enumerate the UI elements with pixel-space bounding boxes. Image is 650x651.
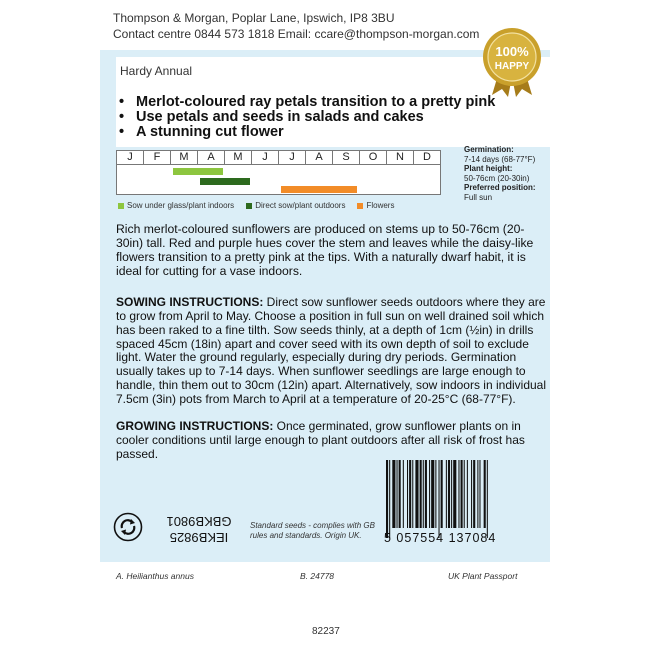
- legend-swatch: [246, 203, 252, 209]
- barcode-bar: [407, 460, 408, 528]
- month-label: A: [198, 151, 225, 164]
- barcode-bar: [392, 460, 395, 528]
- happy-seal-badge: [478, 27, 546, 97]
- barcode-bar: [461, 460, 463, 528]
- barcode-bar: [464, 460, 465, 528]
- growing-instructions: [116, 420, 548, 462]
- barcode-bar: [415, 460, 418, 528]
- month-label: A: [306, 151, 333, 164]
- legend-sow-glass: [118, 201, 234, 210]
- month-label: S: [333, 151, 360, 164]
- barcode-bar: [412, 460, 413, 528]
- month-label: M: [171, 151, 198, 164]
- barcode-bar: [477, 460, 478, 528]
- barcode-bar: [425, 460, 427, 528]
- legend-label: Direct sow/plant outdoors: [255, 201, 346, 210]
- barcode-bar: [451, 460, 452, 528]
- standard-seeds-note: [250, 521, 375, 541]
- barcode-bar: [389, 460, 390, 538]
- month-label: N: [387, 151, 414, 164]
- barcode-bar: [420, 460, 422, 528]
- company-address: Thompson & Morgan, Poplar Lane, Ipswich, IP8 3BU: [113, 11, 395, 25]
- barcode-bar: [448, 460, 450, 528]
- bullet-item: • Merlot-coloured ray petals transition to a pretty pink: [118, 95, 495, 110]
- barcode-bar: [479, 460, 480, 528]
- batch-number: B. 24778: [300, 571, 335, 581]
- code-secondary: GBKB9801: [166, 514, 232, 529]
- barcode-bar: [467, 460, 468, 528]
- growing-heading: GROWING INSTRUCTIONS:: [116, 419, 274, 433]
- growing-text: Once germinated, grow sunflower plants on in cooler conditions until large enough to plant outdoors after all risk of frost has passed.: [116, 419, 525, 461]
- standard-line: Standard seeds - complies with GB: [250, 521, 375, 530]
- product-description: Rich merlot-coloured sunflowers are produced on stems up to 50-76cm (20-30in) tall. Red and purple hues cover the stem and leaves while the daisy-like flowers transition to a pretty pink at the tips. With a naturally dwarf habit, it is ideal for cutting for a vase indoors.: [116, 222, 534, 278]
- sowing-calendar: [116, 150, 441, 195]
- position-value: Full sun: [464, 192, 493, 202]
- barcode-bar: [386, 460, 388, 538]
- barcode-bar: [423, 460, 424, 528]
- bullet-item: • A stunning cut flower: [118, 125, 495, 140]
- germination-value: 7-14 days (68-77°F): [464, 154, 536, 164]
- height-value: 50-76cm (20-30in): [464, 173, 530, 183]
- sowing-heading: SOWING INSTRUCTIONS:: [116, 295, 264, 309]
- barcode-bar: [435, 460, 436, 528]
- barcode-bar: [403, 460, 404, 528]
- seal-text-percent: 100%: [495, 44, 529, 59]
- sow-glass-bar: [173, 168, 223, 175]
- legend-flowers: [357, 201, 394, 210]
- barcode-bar: [453, 460, 456, 528]
- germination-label: Germination:: [464, 145, 514, 154]
- barcode-bar: [431, 460, 434, 528]
- barcode-bar: [484, 460, 486, 528]
- botanical-name: A. Heilianthus annus: [116, 571, 194, 581]
- barcode-bar: [458, 460, 459, 528]
- direct-sow-bar: [200, 178, 250, 185]
- month-label: J: [279, 151, 306, 164]
- barcode-bar: [471, 460, 472, 528]
- barcode-bar: [399, 460, 401, 528]
- bullet-item: • Use petals and seeds in salads and cakes: [118, 110, 495, 125]
- barcode-bar: [429, 460, 430, 528]
- sowing-instructions: [116, 296, 548, 407]
- barcode-bar: [441, 460, 443, 528]
- legend-swatch: [118, 203, 124, 209]
- flowering-bar: [281, 186, 358, 193]
- barcode-bar: [473, 460, 475, 528]
- packet-codes: [151, 512, 247, 546]
- recycle-icon: [113, 512, 143, 542]
- contact-line: Contact centre 0844 573 1818 Email: ccare@thompson-morgan.com: [113, 27, 480, 41]
- position-label: Preferred position:: [464, 183, 536, 192]
- sowing-text: Direct sow sunflower seeds outdoors where they are to grow from April to May. Choose a position in full sun on well drained soil which has been raked to a fine tilth. Sow seeds thinly, at a depth of 1cm (½in) in drills spaced 45cm (18in) apart and cover seed with its own depth of soil to exclude light. Water the ground regularly, especially during dry periods. Germination usually takes up to 7-14 days. When sunflower seedlings are large enough to handle, thin them out to 30cm (12in) apart. Alternatively, sow indoors in individual 7.5cm (3in) pots from March to April at a temperature of 20-25°C (68-77°F).: [116, 295, 547, 406]
- month-label: O: [360, 151, 387, 164]
- barcode-bar: [409, 460, 411, 528]
- legend-label: Sow under glass/plant indoors: [127, 201, 235, 210]
- barcode-number: 5 057554 137084: [384, 531, 497, 545]
- code-primary: IEKB9825: [169, 530, 229, 545]
- month-label: J: [252, 151, 279, 164]
- calendar-months: [117, 151, 440, 165]
- month-label: M: [225, 151, 252, 164]
- legend-direct-sow: [246, 201, 345, 210]
- plant-passport: UK Plant Passport: [448, 571, 518, 581]
- height-label: Plant height:: [464, 164, 513, 173]
- month-label: F: [144, 151, 171, 164]
- growing-info: [464, 145, 536, 202]
- month-label: D: [423, 151, 431, 163]
- barcode-bar: [446, 460, 447, 528]
- barcode-bar: [397, 460, 398, 528]
- legend-swatch: [357, 203, 363, 209]
- barcode-bar: [439, 460, 440, 538]
- lot-number: 82237: [312, 626, 340, 637]
- legend-label: Flowers: [366, 201, 395, 210]
- seal-text-happy: HAPPY: [494, 61, 530, 72]
- barcode-bar: [487, 460, 488, 538]
- month-label: J: [117, 151, 144, 164]
- plant-type: Hardy Annual: [120, 64, 193, 78]
- feature-bullets: [118, 95, 495, 140]
- standard-line: rules and standards. Origin UK.: [250, 531, 362, 540]
- calendar-legend: [118, 201, 394, 210]
